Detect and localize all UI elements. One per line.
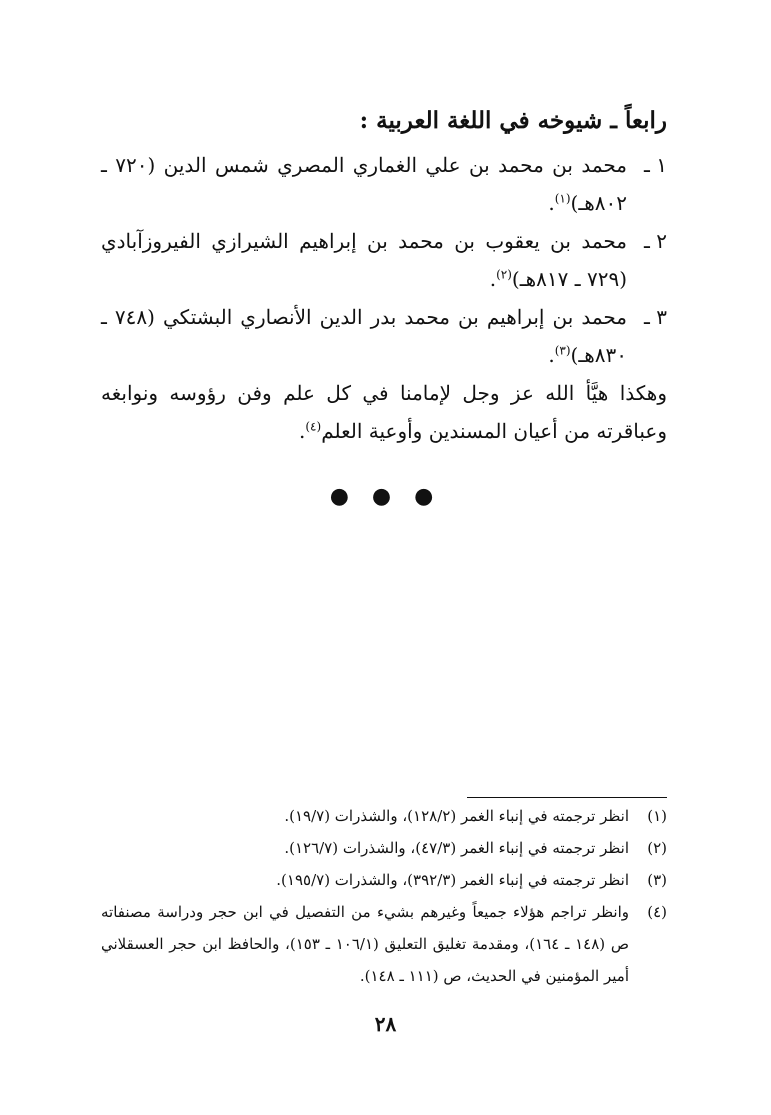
footnote-3 (101, 864, 667, 896)
footnote-number: (١) (647, 807, 667, 825)
footnote-text: انظر ترجمته في إنباء الغمر (٤٧/٣)، والشذرات (١٢٦/٧). (284, 839, 629, 857)
footnote-1 (101, 800, 667, 832)
item-end: . (548, 343, 555, 367)
footnote-ref[interactable]: (٢) (496, 267, 512, 282)
item-text: محمد بن إبراهيم بن محمد بدر الدين الأنصاري البشتكي (٧٤٨ ـ ٨٣٠هـ) (101, 305, 628, 367)
body-text (101, 146, 667, 450)
section-divider-ornament: ● ● ● (329, 484, 442, 509)
section-heading: رابعاً ـ شيوخه في اللغة العربية : (359, 107, 667, 134)
page-number: ٢٨ (374, 1012, 397, 1036)
footnote-4 (101, 896, 667, 992)
footnotes (101, 800, 667, 992)
closing-paragraph (101, 374, 667, 450)
teacher-item-1 (101, 146, 667, 222)
teacher-item-2 (101, 222, 667, 298)
item-text: محمد بن يعقوب بن محمد بن إبراهيم الشيرازي الفيروزآبادي (٧٢٩ ـ ٨١٧هـ) (101, 229, 627, 291)
footnote-number: (٤) (647, 903, 667, 921)
footnote-2 (101, 832, 667, 864)
item-end: . (489, 267, 497, 291)
footnote-separator (467, 797, 667, 798)
item-number: ١ ـ (644, 153, 668, 177)
footnote-ref[interactable]: (٤) (305, 419, 322, 434)
footnote-ref[interactable]: (٣) (554, 343, 571, 358)
item-number: ٢ ـ (644, 229, 667, 253)
closing-text: وهكذا هيَّأ الله عز وجل لإمامنا في كل علم وفن رؤوسه ونوابغه وعباقرته من أعيان المسندين وأوعية العلم (101, 381, 667, 443)
closing-end: . (299, 419, 306, 443)
item-number: ٣ ـ (644, 305, 668, 329)
footnote-text: انظر ترجمته في إنباء الغمر (١٢٨/٢)، والشذرات (١٩/٧). (284, 807, 629, 825)
item-text: محمد بن محمد بن علي الغماري المصري شمس الدين (٧٢٠ ـ ٨٠٢هـ) (101, 153, 628, 215)
footnote-text: انظر ترجمته في إنباء الغمر (٣٩٢/٣)، والشذرات (١٩٥/٧). (276, 871, 629, 889)
footnote-number: (٣) (647, 871, 667, 889)
item-end: . (548, 191, 555, 215)
footnote-text: وانظر تراجم هؤلاء جميعاً وغيرهم بشيء من التفصيل في ابن حجر ودراسة مصنفاته ص (١٤٨ ـ ١٦٤)، ومقدمة تغليق التعليق (١٠٦/١ ـ ١٥٣)، والحافظ ابن حجر العسقلاني أمير المؤمنين في الحديث، ص (١١١ ـ ١٤٨). (101, 903, 629, 985)
footnote-ref[interactable]: (١) (554, 191, 571, 206)
teacher-item-3 (101, 298, 667, 374)
footnote-number: (٢) (647, 839, 667, 857)
